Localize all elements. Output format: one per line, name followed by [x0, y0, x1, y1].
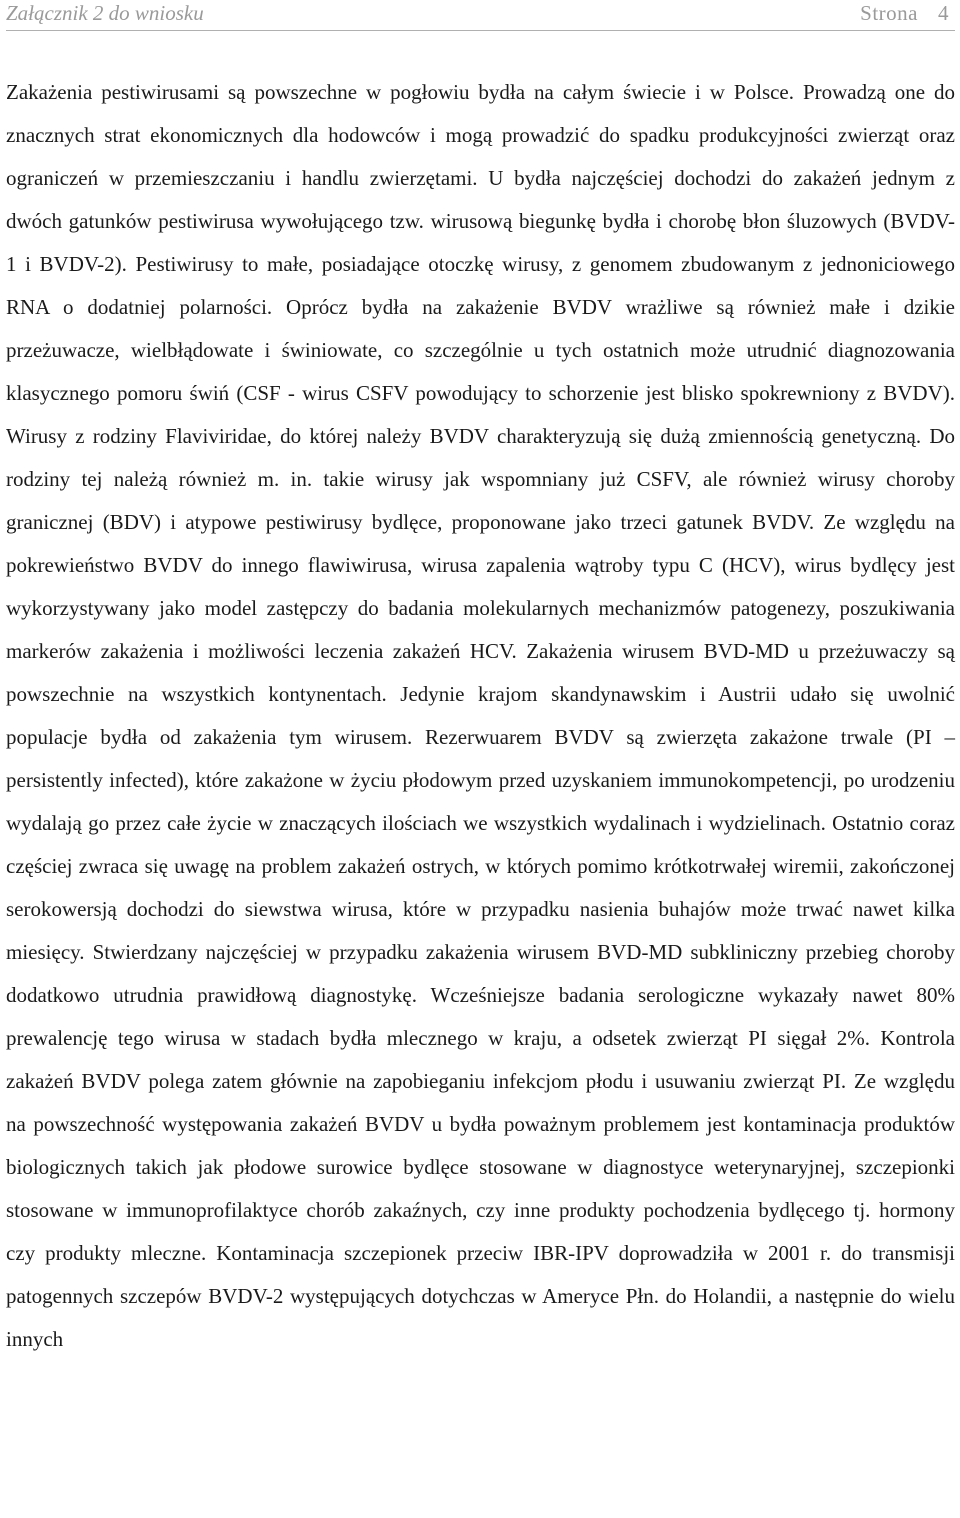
page-number [860, 0, 955, 26]
page-label: Strona [860, 1, 918, 25]
page-number-value: 4 [938, 1, 949, 25]
header-title: Załącznik 2 do wniosku [6, 1, 204, 25]
running-header [6, 0, 955, 31]
body-paragraph: Zakażenia pestiwirusami są powszechne w pogłowiu bydła na całym świecie i w Polsce. Prowadzą one do znacznych strat ekonomicznych dla hodowców i mogą prowadzić do spadku produkcyjności zwierząt oraz ograniczeń w przemieszczaniu i handlu zwierzętami. U bydła najczęściej dochodzi do zakażeń jednym z dwóch gatunków pestiwirusa wywołującego tzw. wirusową biegunkę bydła i chorobę błon śluzowych (BVDV-1 i BVDV-2). Pestiwirusy to małe, posiadające otoczkę wirusy, z genomem zbudowanym z jednoniciowego RNA o dodatniej polarności. Oprócz bydła na zakażenie BVDV wrażliwe są również małe i dzikie przeżuwacze, wielbłądowate i świniowate, co szczególnie u tych ostatnich może utrudnić diagnozowania klasycznego pomoru świń (CSF - wirus CSFV powodujący to schorzenie jest blisko spokrewniony z BVDV). Wirusy z rodziny Flaviviridae, do której należy BVDV charakteryzują się dużą zmiennością genetyczną. Do rodziny tej należą również m. in. takie wirusy jak wspomniany już CSFV, ale również wirusy choroby granicznej (BDV) i atypowe pestiwirusy bydlęce, proponowane jako trzeci gatunek BVDV. Ze względu na pokrewieństwo BVDV do innego flawiwirusa, wirusa zapalenia wątroby typu C (HCV), wirus bydlęcy jest wykorzystywany jako model zastępczy do badania molekularnych mechanizmów patogenezy, poszukiwania markerów zakażenia i możliwości leczenia zakażeń HCV. Zakażenia wirusem BVD-MD u przeżuwaczy są powszechnie na wszystkich kontynentach. Jedynie krajom skandynawskim i Austrii udało się uwolnić populacje bydła od zakażenia tym wirusem. Rezerwuarem BVDV są zwierzęta zakażone trwale (PI – persistently infected), które zakażone w życiu płodowym przed uzyskaniem immunokompetencji, po urodzeniu wydalają go przez całe życie w znaczących ilościach we wszystkich wydalinach i wydzielinach. Ostatnio coraz częściej zwraca się uwagę na problem zakażeń ostrych, w których pomimo krótkotrwałej wiremii, zakończonej serokowersją dochodzi do siewstwa wirusa, które w przypadku nasienia buhajów może trwać nawet kilka miesięcy. Stwierdzany najczęściej w przypadku zakażenia wirusem BVD-MD subkliniczny przebieg choroby dodatkowo utrudnia prawidłową diagnostykę. Wcześniejsze badania serologiczne wykazały nawet 80% prewalencję tego wirusa w stadach bydła mlecznego w kraju, a odsetek zwierząt PI sięgał 2%. Kontrola zakażeń BVDV polega zatem głównie na zapobieganiu infekcjom płodu i usuwaniu zwierząt PI. Ze względu na powszechność występowania zakażeń BVDV u bydła poważnym problemem jest kontaminacja produktów biologicznych takich jak płodowe surowice bydlęce stosowane w diagnostyce weterynaryjnej, szczepionki stosowane w immunoprofilaktyce chorób zakaźnych, czy inne produkty pochodzenia bydlęcego tj. hormony czy produkty mleczne. Kontaminacja szczepionek przeciw IBR-IPV doprowadziła w 2001 r. do transmisji patogennych szczepów BVDV-2 występujących dotychczas w Ameryce Płn. do Holandii, a następnie do wielu innych [6, 80, 955, 1351]
